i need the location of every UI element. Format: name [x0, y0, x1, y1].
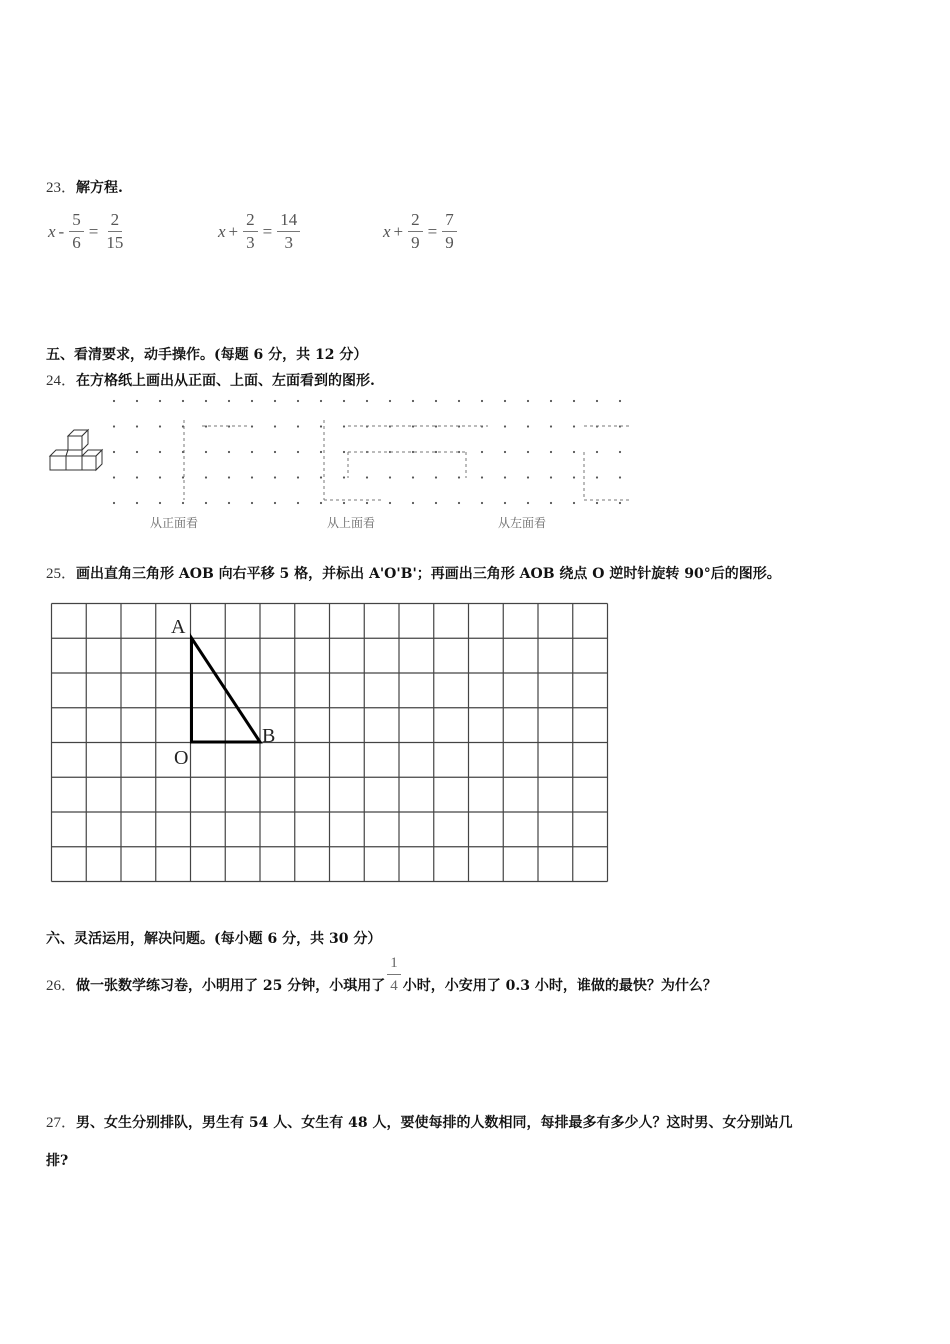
- q25-text: 画出直角三角形 AOB 向右平移 5 格，并标出 A'O'B'；再画出三角形 AOB 绕点 O 逆时针旋转 90°后的图形。: [76, 565, 781, 582]
- grid-dot: [320, 476, 322, 478]
- view-label-top: 从上面看: [327, 516, 376, 530]
- grid-dot: [274, 400, 276, 402]
- equation-3: [383, 209, 459, 254]
- grid-dot: [412, 400, 414, 402]
- grid-dot: [458, 502, 460, 504]
- grid-dot: [412, 451, 414, 453]
- grid-dot: [343, 425, 345, 427]
- grid-dot: [596, 400, 598, 402]
- q23-header: [46, 176, 123, 197]
- grid-dot: [320, 425, 322, 427]
- grid-dot: [251, 476, 253, 478]
- grid-dot: [619, 502, 621, 504]
- q25-number: 25．: [46, 566, 77, 582]
- grid-dot: [412, 502, 414, 504]
- grid-dot: [527, 400, 529, 402]
- grid-dot: [573, 400, 575, 402]
- grid-dot: [182, 400, 184, 402]
- q26-text-before: 做一张数学练习卷，小明用了 25 分钟，小琪用了: [76, 977, 386, 994]
- view-label-front: 从正面看: [150, 516, 199, 530]
- grid-dot: [619, 451, 621, 453]
- eq1-b-num: 2: [108, 209, 123, 232]
- eq3-frac-a: [408, 209, 423, 254]
- eq2-frac-a: [243, 209, 258, 254]
- grid-dot: [159, 400, 161, 402]
- q25-header: [46, 562, 781, 583]
- eq3-frac-b: [442, 209, 457, 254]
- q24-header: [46, 369, 375, 390]
- eq2-b-num: 14: [277, 209, 300, 232]
- eq2-equals: =: [262, 221, 273, 241]
- eq1-a-num: 5: [69, 209, 84, 232]
- grid-dot: [159, 451, 161, 453]
- q23-title: 解方程.: [76, 179, 123, 196]
- grid-dot: [412, 476, 414, 478]
- grid-dot: [573, 425, 575, 427]
- q27-line2: 排?: [46, 1153, 69, 1169]
- grid-dot: [619, 400, 621, 402]
- grid-dot: [504, 425, 506, 427]
- eq2-op: +: [228, 221, 239, 241]
- grid-dot: [320, 502, 322, 504]
- grid-dot: [527, 502, 529, 504]
- q24-number: 24．: [46, 373, 77, 389]
- grid-dot: [274, 425, 276, 427]
- eq2-frac-b: [277, 209, 300, 254]
- grid-dot: [136, 476, 138, 478]
- grid-dot: [228, 451, 230, 453]
- grid-dot: [228, 400, 230, 402]
- grid-dot: [366, 476, 368, 478]
- eq3-b-num: 7: [442, 209, 457, 232]
- q27-row: [46, 1111, 792, 1132]
- q26-fraction: [387, 952, 401, 997]
- grid-dot: [550, 425, 552, 427]
- eq3-var: x: [383, 221, 391, 241]
- grid-dot: [550, 502, 552, 504]
- eq1-equals: =: [88, 221, 99, 241]
- grid-dot: [136, 400, 138, 402]
- square-grid: [50, 602, 610, 884]
- grid-dot: [205, 425, 207, 427]
- grid-dot: [596, 476, 598, 478]
- grid-dot: [550, 476, 552, 478]
- grid-dot: [435, 502, 437, 504]
- grid-dot: [504, 400, 506, 402]
- grid-dot: [435, 451, 437, 453]
- equation-1: [48, 209, 128, 254]
- point-o-label: O: [174, 747, 189, 769]
- grid-dot: [228, 476, 230, 478]
- q26-number: 26．: [46, 978, 77, 994]
- eq1-var: x: [48, 221, 56, 241]
- grid-dot: [619, 476, 621, 478]
- section-5-title: 五、看清要求，动手操作。(每题 6 分，共 12 分）: [46, 347, 368, 363]
- q26-text-after: 小时，小安用了 0.3 小时，谁做的最快？为什么？: [402, 977, 717, 994]
- view-label-left: 从左面看: [498, 516, 547, 530]
- grid-dot: [481, 451, 483, 453]
- grid-dot: [274, 476, 276, 478]
- grid-dot: [297, 400, 299, 402]
- eq3-b-den: 9: [445, 233, 454, 252]
- grid-dot: [251, 502, 253, 504]
- q27-line1: 男、女生分别排队，男生有 54 人、女生有 48 人，要使每排的人数相同，每排最多有多少人？这时男、女分别站几: [76, 1114, 793, 1131]
- cube-stack-figure: [46, 422, 110, 472]
- q27-number: 27．: [46, 1115, 77, 1131]
- grid-dot: [113, 502, 115, 504]
- grid-dot: [159, 476, 161, 478]
- grid-dot: [573, 502, 575, 504]
- eq2-a-num: 2: [243, 209, 258, 232]
- grid-dot: [113, 451, 115, 453]
- grid-dot: [435, 476, 437, 478]
- grid-dot: [527, 451, 529, 453]
- grid-dot: [113, 476, 115, 478]
- grid-dot: [136, 451, 138, 453]
- grid-dot: [228, 502, 230, 504]
- grid-dot: [297, 425, 299, 427]
- grid-dot: [343, 502, 345, 504]
- grid-dot: [320, 451, 322, 453]
- grid-dot: [343, 400, 345, 402]
- grid-dot: [573, 476, 575, 478]
- grid-dot: [596, 451, 598, 453]
- grid-dot: [343, 451, 345, 453]
- grid-dot: [596, 502, 598, 504]
- grid-dot: [412, 425, 414, 427]
- q24-text: 在方格纸上画出从正面、上面、左面看到的图形.: [76, 372, 375, 389]
- grid-dot: [297, 476, 299, 478]
- eq1-a-den: 6: [72, 233, 81, 252]
- grid-dot: [458, 400, 460, 402]
- grid-dot: [251, 425, 253, 427]
- eq3-a-den: 9: [411, 233, 420, 252]
- grid-dot: [366, 400, 368, 402]
- equation-2: [218, 209, 302, 254]
- grid-dot: [504, 502, 506, 504]
- q23-number: 23．: [46, 180, 77, 196]
- eq2-b-den: 3: [284, 233, 293, 252]
- grid-dot: [550, 400, 552, 402]
- grid-dot: [320, 400, 322, 402]
- grid-dot: [527, 425, 529, 427]
- grid-dot: [481, 400, 483, 402]
- eq3-a-num: 2: [408, 209, 423, 232]
- eq1-frac-a: [69, 209, 84, 254]
- grid-dot: [504, 476, 506, 478]
- grid-dot: [343, 476, 345, 478]
- eq3-op: +: [393, 221, 404, 241]
- eq1-op: -: [58, 221, 65, 241]
- grid-dot: [251, 451, 253, 453]
- eq1-frac-b: [103, 209, 126, 254]
- grid-dot: [159, 425, 161, 427]
- grid-dot: [251, 400, 253, 402]
- eq1-b-den: 15: [106, 233, 124, 252]
- grid-dot: [159, 502, 161, 504]
- grid-dot: [435, 425, 437, 427]
- grid-dot: [389, 476, 391, 478]
- point-a-label: A: [171, 616, 186, 638]
- grid-dot: [113, 425, 115, 427]
- grid-dot: [274, 451, 276, 453]
- eq3-equals: =: [427, 221, 438, 241]
- grid-dot: [205, 476, 207, 478]
- grid-dot: [366, 502, 368, 504]
- grid-dot: [136, 502, 138, 504]
- grid-dot: [274, 502, 276, 504]
- grid-dot: [481, 502, 483, 504]
- grid-dot: [297, 502, 299, 504]
- grid-dot: [527, 476, 529, 478]
- grid-dot: [550, 451, 552, 453]
- grid-dot: [435, 400, 437, 402]
- grid-dot: [481, 476, 483, 478]
- point-b-label: B: [262, 725, 276, 747]
- q26-frac-num: 1: [387, 952, 401, 975]
- eq2-a-den: 3: [246, 233, 255, 252]
- grid-dot: [389, 502, 391, 504]
- grid-dot: [205, 400, 207, 402]
- grid-dot: [205, 502, 207, 504]
- section-6-title: 六、灵活运用，解决问题。(每小题 6 分，共 30 分）: [46, 931, 382, 947]
- q26-row: [46, 952, 717, 997]
- grid-dot: [182, 502, 184, 504]
- grid-dot: [113, 400, 115, 402]
- grid-dot: [136, 425, 138, 427]
- grid-dot: [573, 451, 575, 453]
- dot-grid-paper: [108, 398, 634, 506]
- grid-dot: [297, 451, 299, 453]
- eq2-var: x: [218, 221, 226, 241]
- grid-dot: [458, 476, 460, 478]
- q26-frac-den: 4: [390, 978, 398, 994]
- grid-dot: [504, 451, 506, 453]
- grid-dot: [389, 400, 391, 402]
- grid-dot: [205, 451, 207, 453]
